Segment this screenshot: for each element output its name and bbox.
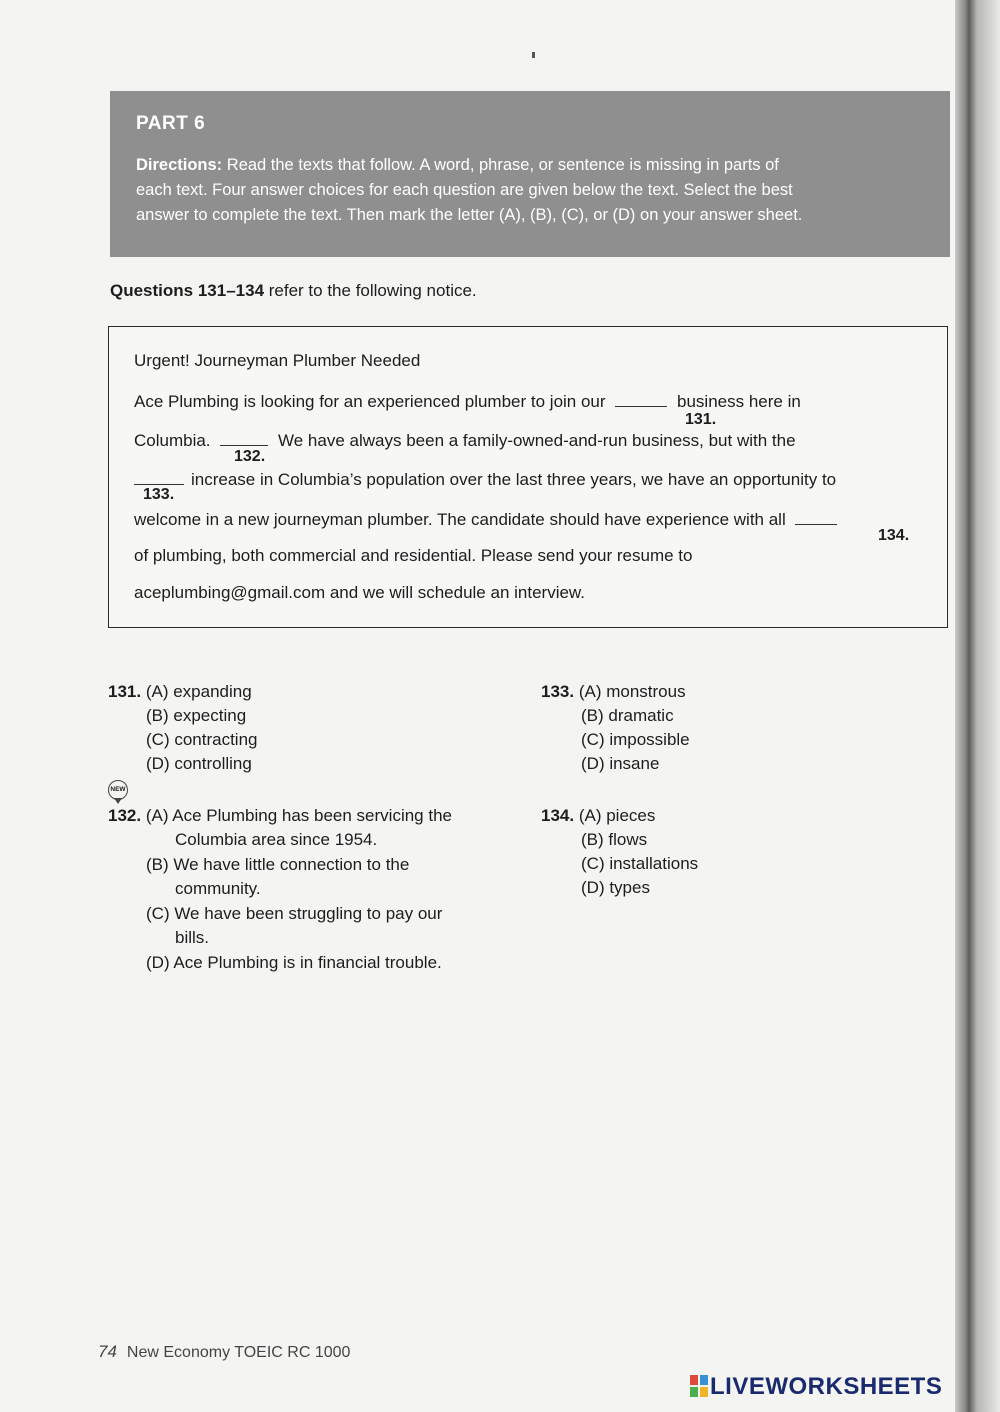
notice-line-1 [134,390,801,412]
question-134-option-b[interactable]: (B) flows [581,830,648,849]
part-header [110,91,950,257]
question-number: 134. [541,806,575,825]
notice-line-3 [134,468,836,490]
watermark-text: LIVEWORKSHEETS [710,1373,943,1400]
question-132-option-c-cont: bills. [175,928,210,947]
question-131-option-d[interactable]: (D) controlling [146,754,252,773]
liveworksheets-watermark [690,1373,942,1401]
blank-134[interactable] [795,508,837,525]
notice-line-6: aceplumbing@gmail.com and we will schedule an interview. [134,583,585,602]
option-text: (A) monstrous [578,682,686,701]
question-132-option-b[interactable]: (B) We have little connection to the [146,855,410,874]
scan-mark [532,52,535,58]
question-134-option-c[interactable]: (C) installations [581,854,699,873]
question-131-option-c[interactable]: (C) contracting [146,730,258,749]
notice-line-4-text: welcome in a new journeyman plumber. The candidate should have experience with all [134,510,786,529]
questions-range: Questions 131–134 [110,281,265,300]
question-134-option-d[interactable]: (D) types [581,878,650,897]
question-132-option-a-cont: Columbia area since 1954. [175,830,378,849]
blank-label-133: 133. [143,486,175,503]
page-binding-edge [955,0,1000,1412]
page-footer [98,1342,350,1362]
liveworksheets-logo-icon [690,1375,708,1397]
questions-ref-rest: refer to the following notice. [264,281,477,300]
blank-133[interactable] [134,468,184,485]
question-131-option-b[interactable]: (B) expecting [146,706,247,725]
option-text: (A) pieces [578,806,656,825]
book-title: New Economy TOEIC RC 1000 [126,1344,351,1361]
option-text: (A) Ace Plumbing has been servicing the [145,806,452,825]
question-132-option-d[interactable]: (D) Ace Plumbing is in financial trouble. [146,953,442,972]
notice-line-1-text: Ace Plumbing is looking for an experienced plumber to join our [134,392,606,411]
question-number: 133. [541,682,575,701]
blank-131[interactable] [615,390,667,407]
question-133-option-b[interactable]: (B) dramatic [581,706,674,725]
blank-132[interactable] [220,429,268,446]
notice-line-5: of plumbing, both commercial and residential. Please send your resume to [134,546,693,565]
blank-label-131: 131. [685,411,717,428]
question-number: 131. [108,682,142,701]
blank-label-134: 134. [878,527,910,544]
blank-label-132: 132. [234,448,266,465]
questions-reference [110,281,477,301]
question-131-option-a[interactable] [108,682,252,702]
part-title: PART 6 [136,113,206,134]
directions-line3: answer to complete the text. Then mark the letter (A), (B), (C), or (D) on your answer sheet. [136,206,803,224]
directions-line1: Read the texts that follow. A word, phrase, or sentence is missing in parts of [222,156,779,174]
question-number: 132. [108,806,142,825]
notice-title: Urgent! Journeyman Plumber Needed [134,351,421,370]
question-133-option-a[interactable] [541,682,686,702]
directions-label: Directions: [136,156,223,174]
question-132-option-b-cont: community. [175,879,261,898]
new-badge-icon: NEW [108,780,128,800]
directions [136,153,924,228]
question-133-option-c[interactable]: (C) impossible [581,730,690,749]
notice-line-4 [134,508,837,530]
directions-line2: each text. Four answer choices for each question are given below the text. Select the best [136,181,793,199]
notice-line-2-text: Columbia. [134,431,211,450]
question-132-option-c[interactable]: (C) We have been struggling to pay our [146,904,443,923]
notice-line-1-tail: business here in [677,392,801,411]
page-number: 74 [98,1342,117,1361]
notice-line-2-tail: We have always been a family-owned-and-run business, but with the [278,431,796,450]
option-text: (A) expanding [145,682,252,701]
question-133-option-d[interactable]: (D) insane [581,754,660,773]
notice-line-3-text: increase in Columbia’s population over the last three years, we have an opportunity to [191,470,837,489]
question-132-option-a[interactable] [108,806,452,826]
question-134-option-a[interactable] [541,806,655,826]
notice-box [108,326,948,628]
